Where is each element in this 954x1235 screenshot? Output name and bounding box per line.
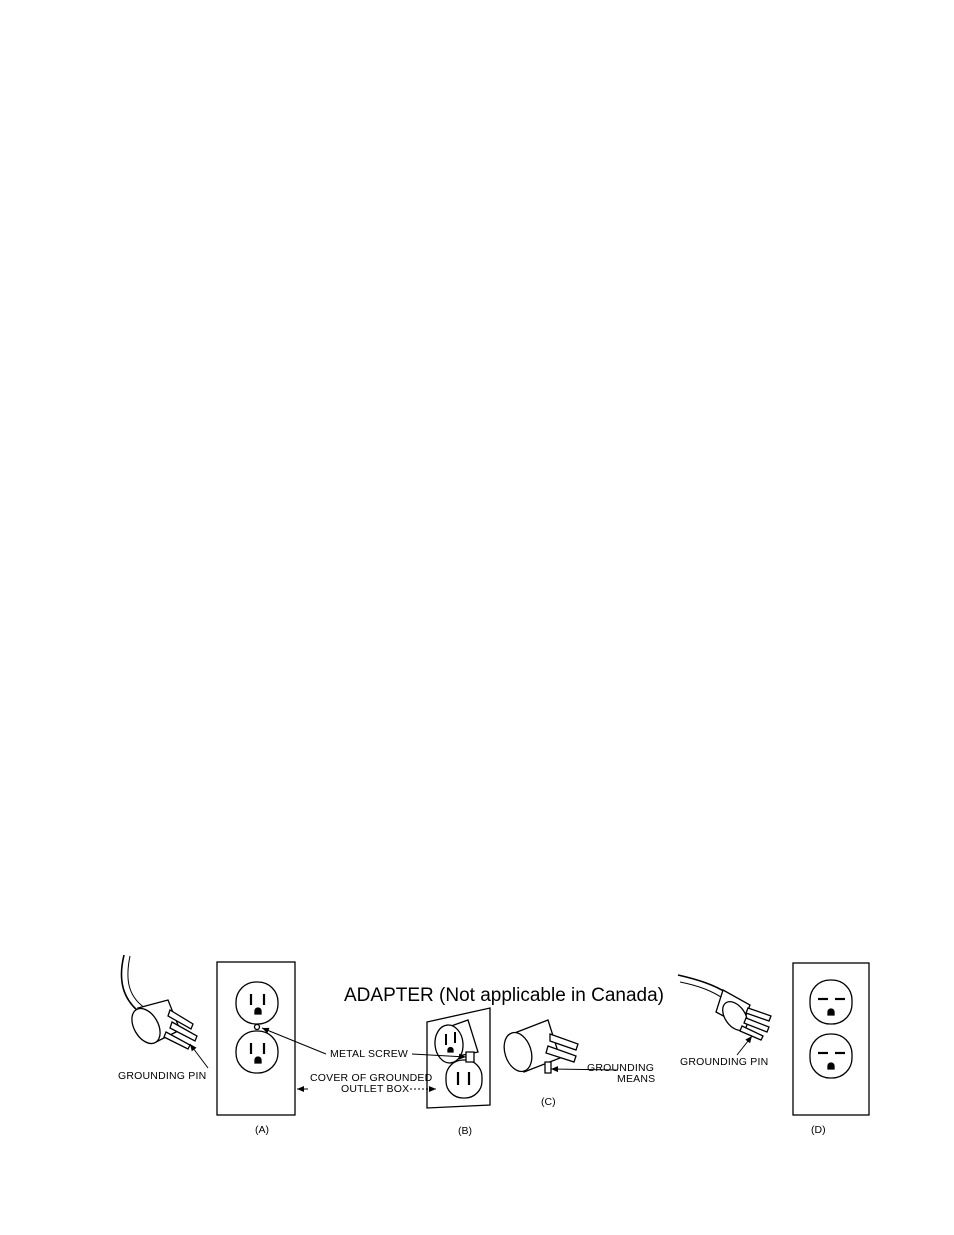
caption-d: (D) (811, 1124, 826, 1136)
outlet-a-icon (217, 962, 295, 1115)
label-cover-line1: COVER OF GROUNDED (310, 1072, 433, 1084)
caption-b: (B) (458, 1125, 472, 1137)
label-grounding-means-line1: GROUNDING (587, 1062, 655, 1074)
label-metal-screw: METAL SCREW (330, 1048, 409, 1060)
caption-a: (A) (255, 1124, 269, 1136)
plug-d-icon (678, 975, 771, 1040)
outlet-b-icon (427, 1008, 490, 1108)
figure-title: ADAPTER (Not applicable in Canada) (344, 985, 664, 1006)
label-grounding-pin-a: GROUNDING PIN (118, 1070, 207, 1082)
label-grounding-means-line2: MEANS (617, 1073, 656, 1085)
plug-a-icon (121, 955, 197, 1049)
label-grounding-pin-d: GROUNDING PIN (680, 1056, 769, 1068)
caption-c: (C) (541, 1096, 556, 1108)
adapter-c-icon (499, 1020, 578, 1075)
label-cover-line2: OUTLET BOX (341, 1083, 410, 1095)
outlet-d-icon (793, 963, 869, 1115)
